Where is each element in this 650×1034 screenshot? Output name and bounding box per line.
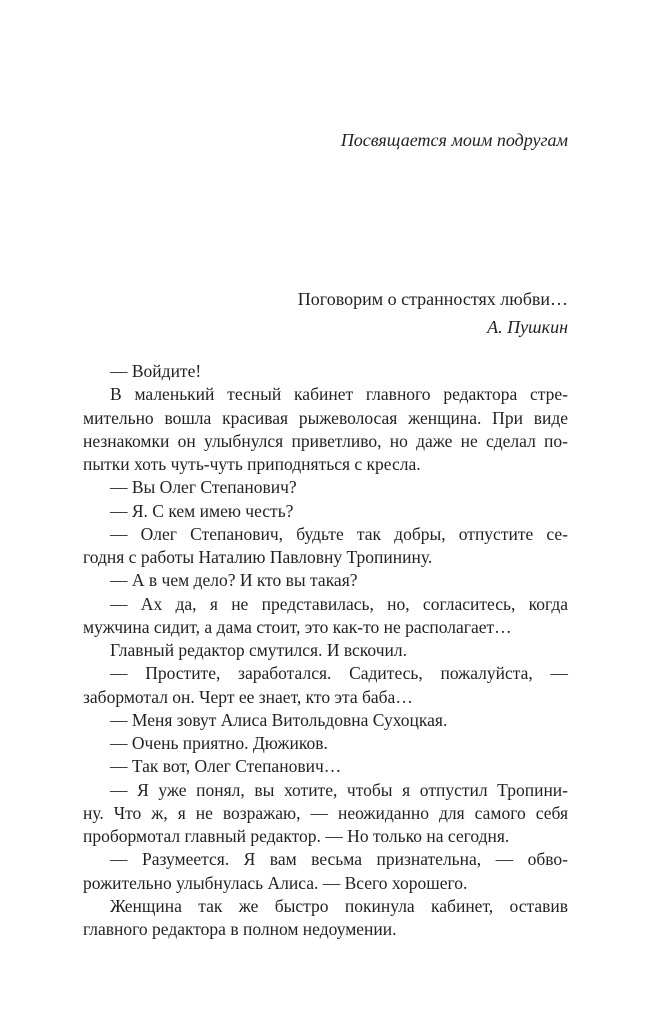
text-line: годня с работы Наталию Павловну Тропинину. [83,547,433,567]
text-line: — Простите, заработался. Садитесь, пожалуйста, — [110,663,568,684]
text-line: Главный редактор смутился. И вскочил. [110,640,407,660]
epigraph-author: А. Пушкин [487,317,568,337]
text-line: — Разумеется. Я вам весьма признательна, — обво- [110,849,568,870]
dedication: Посвящается моим подругам [340,130,568,150]
text-line: Женщина так же быстро покинула кабинет, оставив [110,895,568,916]
text-line: ну. Что ж, я не возражаю, — неожиданно для самого себя [83,802,568,823]
text-line: пытки хоть чуть-чуть приподняться с кресла. [83,454,421,474]
epigraph-quote: Поговорим о странностях любви… [297,289,568,309]
text-line: забормотал он. Черт ее знает, кто эта баба… [83,686,413,707]
text-line: незнакомки он улыбнулся приветливо, но даже не сделал по- [83,430,568,451]
text-line: пробормотал главный редактор. — Но только на сегодня. [83,826,510,846]
text-line: мужчина сидит, а дама стоит, это как-то не располагает… [83,616,512,637]
text-line: — Вы Олег Степанович? [110,477,297,498]
body-text [83,360,568,941]
text-line: — Войдите! [110,361,202,381]
text-line: В маленький тесный кабинет главного редактора стре- [110,384,568,405]
text-line: — Олег Степанович, будьте так добры, отпустите се- [110,523,568,544]
text-line: — Так вот, Олег Степанович… [110,756,342,777]
epigraph [298,285,568,341]
text-line: — Я уже понял, вы хотите, чтобы я отпустил Тропини- [110,779,568,800]
text-line: главного редактора в полном недоумении. [83,919,397,939]
text-line: — Я. С кем имею честь? [110,500,294,521]
text-line: — Очень приятно. Дюжиков. [110,733,328,753]
text-line: — Меня зовут Алиса Витольдовна Сухоцкая. [110,709,448,730]
text-line: мительно вошла красивая рыжеволосая женщина. При виде [83,407,568,428]
text-line: рожительно улыбнулась Алиса. — Всего хорошего. [83,872,468,893]
text-line: — Ах да, я не представилась, но, согласитесь, когда [110,593,568,614]
text-line: — А в чем дело? И кто вы такая? [110,570,358,591]
